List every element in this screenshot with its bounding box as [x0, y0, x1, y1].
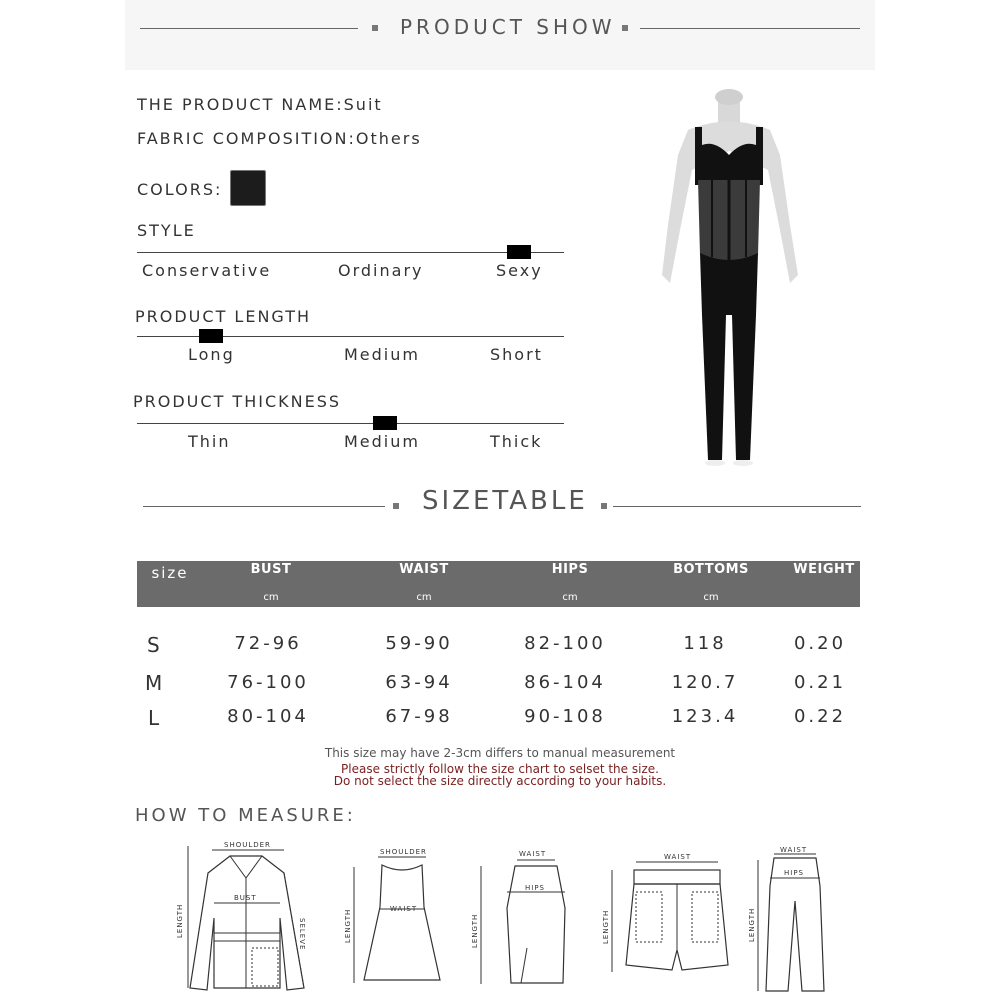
colors-label: COLORS: [137, 180, 223, 199]
divider-dot [372, 25, 378, 31]
product-name-value: Suit [343, 95, 383, 114]
weight-cell: 0.21 [793, 672, 847, 693]
sizetable-title: SIZETABLE [422, 486, 588, 516]
length-title: PRODUCT LENGTH [135, 307, 312, 326]
waist-label: WAIST [519, 850, 547, 858]
thickness-title: PRODUCT THICKNESS [133, 392, 341, 411]
hips-label: HIPS [784, 869, 804, 877]
weight-cell: 0.22 [793, 706, 847, 727]
hips-cell: 86-104 [524, 672, 606, 693]
header-waist: WAIST [399, 562, 449, 577]
thickness-marker [373, 416, 397, 430]
waist-cell: 59-90 [385, 633, 453, 654]
shorts-measure-diagram [600, 850, 750, 980]
pants-measure-diagram [748, 846, 833, 996]
bottoms-cell: 120.7 [671, 672, 739, 693]
warning-line-2: Do not select the size directly according to your habits. [333, 774, 667, 788]
product-show-title: PRODUCT SHOW [400, 15, 616, 39]
bust-cell: 72-96 [234, 633, 302, 654]
style-marker [507, 245, 531, 259]
hips-cell: 82-100 [524, 633, 606, 654]
waist-label: WAIST [390, 905, 418, 913]
length-option-short: Short [490, 345, 543, 364]
header-bust: BUST [250, 562, 292, 577]
header-hips: HIPS [551, 562, 589, 577]
bust-cell: 80-104 [227, 706, 309, 727]
length-label: LENGTH [748, 907, 756, 942]
size-cell: L [148, 706, 160, 730]
waist-cell: 67-98 [385, 706, 453, 727]
sizetable-divider-left [143, 506, 385, 507]
product-image-mannequin [640, 85, 830, 470]
bottoms-cell: 118 [683, 633, 727, 654]
thickness-scale-line [137, 423, 564, 424]
bottoms-cell: 123.4 [671, 706, 739, 727]
thickness-option-medium: Medium [344, 432, 420, 451]
unit-waist: cm [416, 592, 432, 603]
header-bottoms: BOTTOMS [673, 562, 749, 577]
waist-label: WAIST [664, 853, 692, 861]
thickness-option-thick: Thick [490, 432, 543, 451]
unit-bust: cm [263, 592, 279, 603]
length-label: LENGTH [602, 909, 610, 944]
sizetable-divider-right [613, 506, 861, 507]
length-label: LENGTH [176, 903, 184, 938]
shoulder-label: SHOULDER [224, 841, 271, 849]
sleeve-label: SELEVE [298, 918, 306, 951]
unit-bottoms: cm [703, 592, 719, 603]
dress-measure-diagram [342, 845, 442, 990]
shoulder-label: SHOULDER [380, 848, 427, 856]
size-cell: S [147, 633, 160, 657]
jacket-measure-diagram [172, 838, 322, 996]
divider-right [640, 28, 860, 29]
divider-dot [622, 25, 628, 31]
thickness-option-thin: Thin [188, 432, 231, 451]
length-option-long: Long [188, 345, 235, 364]
unit-hips: cm [562, 592, 578, 603]
style-option-ordinary: Ordinary [338, 261, 424, 280]
style-title: STYLE [137, 221, 196, 240]
style-option-conservative: Conservative [142, 261, 272, 280]
size-table-header [137, 561, 860, 607]
length-label: LENGTH [344, 908, 352, 943]
hips-cell: 90-108 [524, 706, 606, 727]
waist-label: WAIST [780, 846, 808, 854]
weight-cell: 0.20 [793, 633, 847, 654]
product-name-label: THE PRODUCT NAME: [137, 95, 344, 114]
length-option-medium: Medium [344, 345, 420, 364]
product-name-row [137, 95, 383, 114]
waist-cell: 63-94 [385, 672, 453, 693]
measurement-note: This size may have 2-3cm differs to manual measurement [324, 746, 676, 760]
length-label: LENGTH [471, 913, 479, 948]
hips-label: HIPS [525, 884, 545, 892]
color-swatch-black[interactable] [230, 170, 266, 206]
style-scale-line [137, 252, 564, 253]
divider-dot [393, 503, 399, 509]
length-marker [199, 329, 223, 343]
fabric-row [137, 129, 422, 148]
skirt-measure-diagram [467, 848, 577, 990]
fabric-label: FABRIC COMPOSITION: [137, 129, 356, 148]
fabric-value: Others [355, 129, 422, 148]
warning-line-1: Please strictly follow the size chart to selset the size. [341, 762, 659, 776]
header-size: size [151, 564, 189, 582]
header-weight: WEIGHT [793, 562, 855, 577]
bust-label: BUST [234, 894, 257, 902]
divider-dot [601, 503, 607, 509]
size-cell: M [145, 671, 163, 695]
style-option-sexy: Sexy [496, 261, 543, 280]
bust-cell: 76-100 [227, 672, 309, 693]
divider-left [140, 28, 358, 29]
how-to-measure-title: HOW TO MEASURE: [135, 805, 356, 826]
